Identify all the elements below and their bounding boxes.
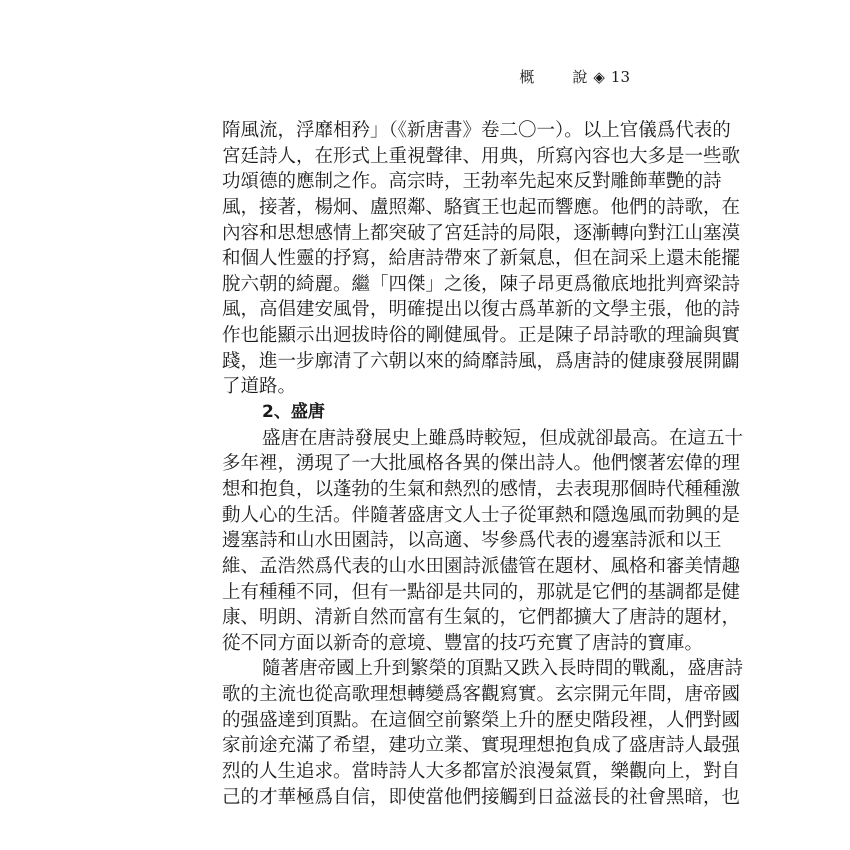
text-line: 了道路。 [222, 376, 297, 398]
text-line: 想和抱負，以蓬勃的生氣和熱烈的感情，去表現那個時代種種激 [222, 478, 741, 500]
section-heading: 2、盛唐 [262, 402, 325, 423]
text-line: 康、明朗、清新自然而富有生氣的，它們都擴大了唐詩的題材， [222, 607, 741, 629]
text-line: 隋風流，浮靡相矜」（《新唐書》卷二〇一）。以上官儀爲代表的 [222, 120, 731, 141]
header-section-title-a: 概 [519, 68, 535, 86]
text-line: 脫六朝的綺麗。繼「四傑」之後，陳子昂更爲徹底地批判齊梁詩 [222, 273, 741, 295]
text-line: 風，接著，楊炯、盧照鄰、駱賓王也起而響應。他們的詩歌，在 [222, 196, 741, 218]
text-line: 上有種種不同，但有一點卻是共同的，那就是它們的基調都是健 [222, 581, 741, 603]
text-line: 維、孟浩然爲代表的山水田園詩派儘管在題材、風格和審美情趣 [222, 555, 741, 577]
running-header [519, 66, 630, 87]
text-line: 多年裡，湧現了一大批風格各異的傑出詩人。他們懷著宏偉的理 [222, 453, 741, 475]
text-line: 功頌德的應制之作。高宗時，王勃率先起來反對雕飾華艷的詩 [222, 171, 722, 193]
text-line: 動人心的生活。伴隨著盛唐文人士子從軍熱和隱逸風而勃興的是 [222, 504, 741, 526]
text-line: 宮廷詩人，在形式上重視聲律、用典，所寫內容也大多是一些歌 [222, 145, 741, 167]
text-line: 己的才華極爲自信，即使當他們接觸到日益滋長的社會黑暗，也 [222, 786, 741, 808]
text-line: 和個人性靈的抒寫，給唐詩帶來了新氣息，但在詞采上還未能擺 [222, 248, 741, 270]
text-line: 隨著唐帝國上升到繁榮的頂點又跌入長時間的戰亂，盛唐詩 [262, 658, 744, 680]
text-line: 踐，進一步廓清了六朝以來的綺靡詩風，爲唐詩的健康發展開闢 [222, 350, 741, 372]
text-line: 從不同方面以新奇的意境、豐富的技巧充實了唐詩的寶庫。 [222, 632, 704, 654]
text-line: 盛唐在唐詩發展史上雖爲時較短，但成就卻最高。在這五十 [262, 427, 744, 449]
text-line: 風，高倡建安風骨，明確提出以復古爲革新的文學主張，他的詩 [222, 299, 741, 321]
body-text [222, 118, 744, 810]
header-section-title-b: 說 [572, 68, 588, 86]
text-line: 內容和思想感情上都突破了宮廷詩的局限，逐漸轉向對江山塞漠 [222, 222, 741, 244]
text-line: 烈的人生追求。當時詩人大多都富於浪漫氣質，樂觀向上，對自 [222, 761, 741, 783]
text-line: 作也能顯示出迥拔時俗的剛健風骨。正是陳子昂詩歌的理論與實 [222, 325, 741, 347]
text-line: 邊塞詩和山水田園詩，以高適、岑參爲代表的邊塞詩派和以王 [222, 530, 722, 552]
page-number: 13 [610, 67, 630, 86]
text-line: 的强盛達到頂點。在這個空前繁榮上升的歷史階段裡，人們對國 [222, 709, 741, 731]
text-line: 家前途充滿了希望，建功立業、實現理想抱負成了盛唐詩人最强 [222, 735, 741, 757]
text-line: 歌的主流也從高歌理想轉變爲客觀寫實。玄宗開元年間，唐帝國 [222, 684, 741, 706]
ornament-icon: ◈ [593, 67, 605, 86]
